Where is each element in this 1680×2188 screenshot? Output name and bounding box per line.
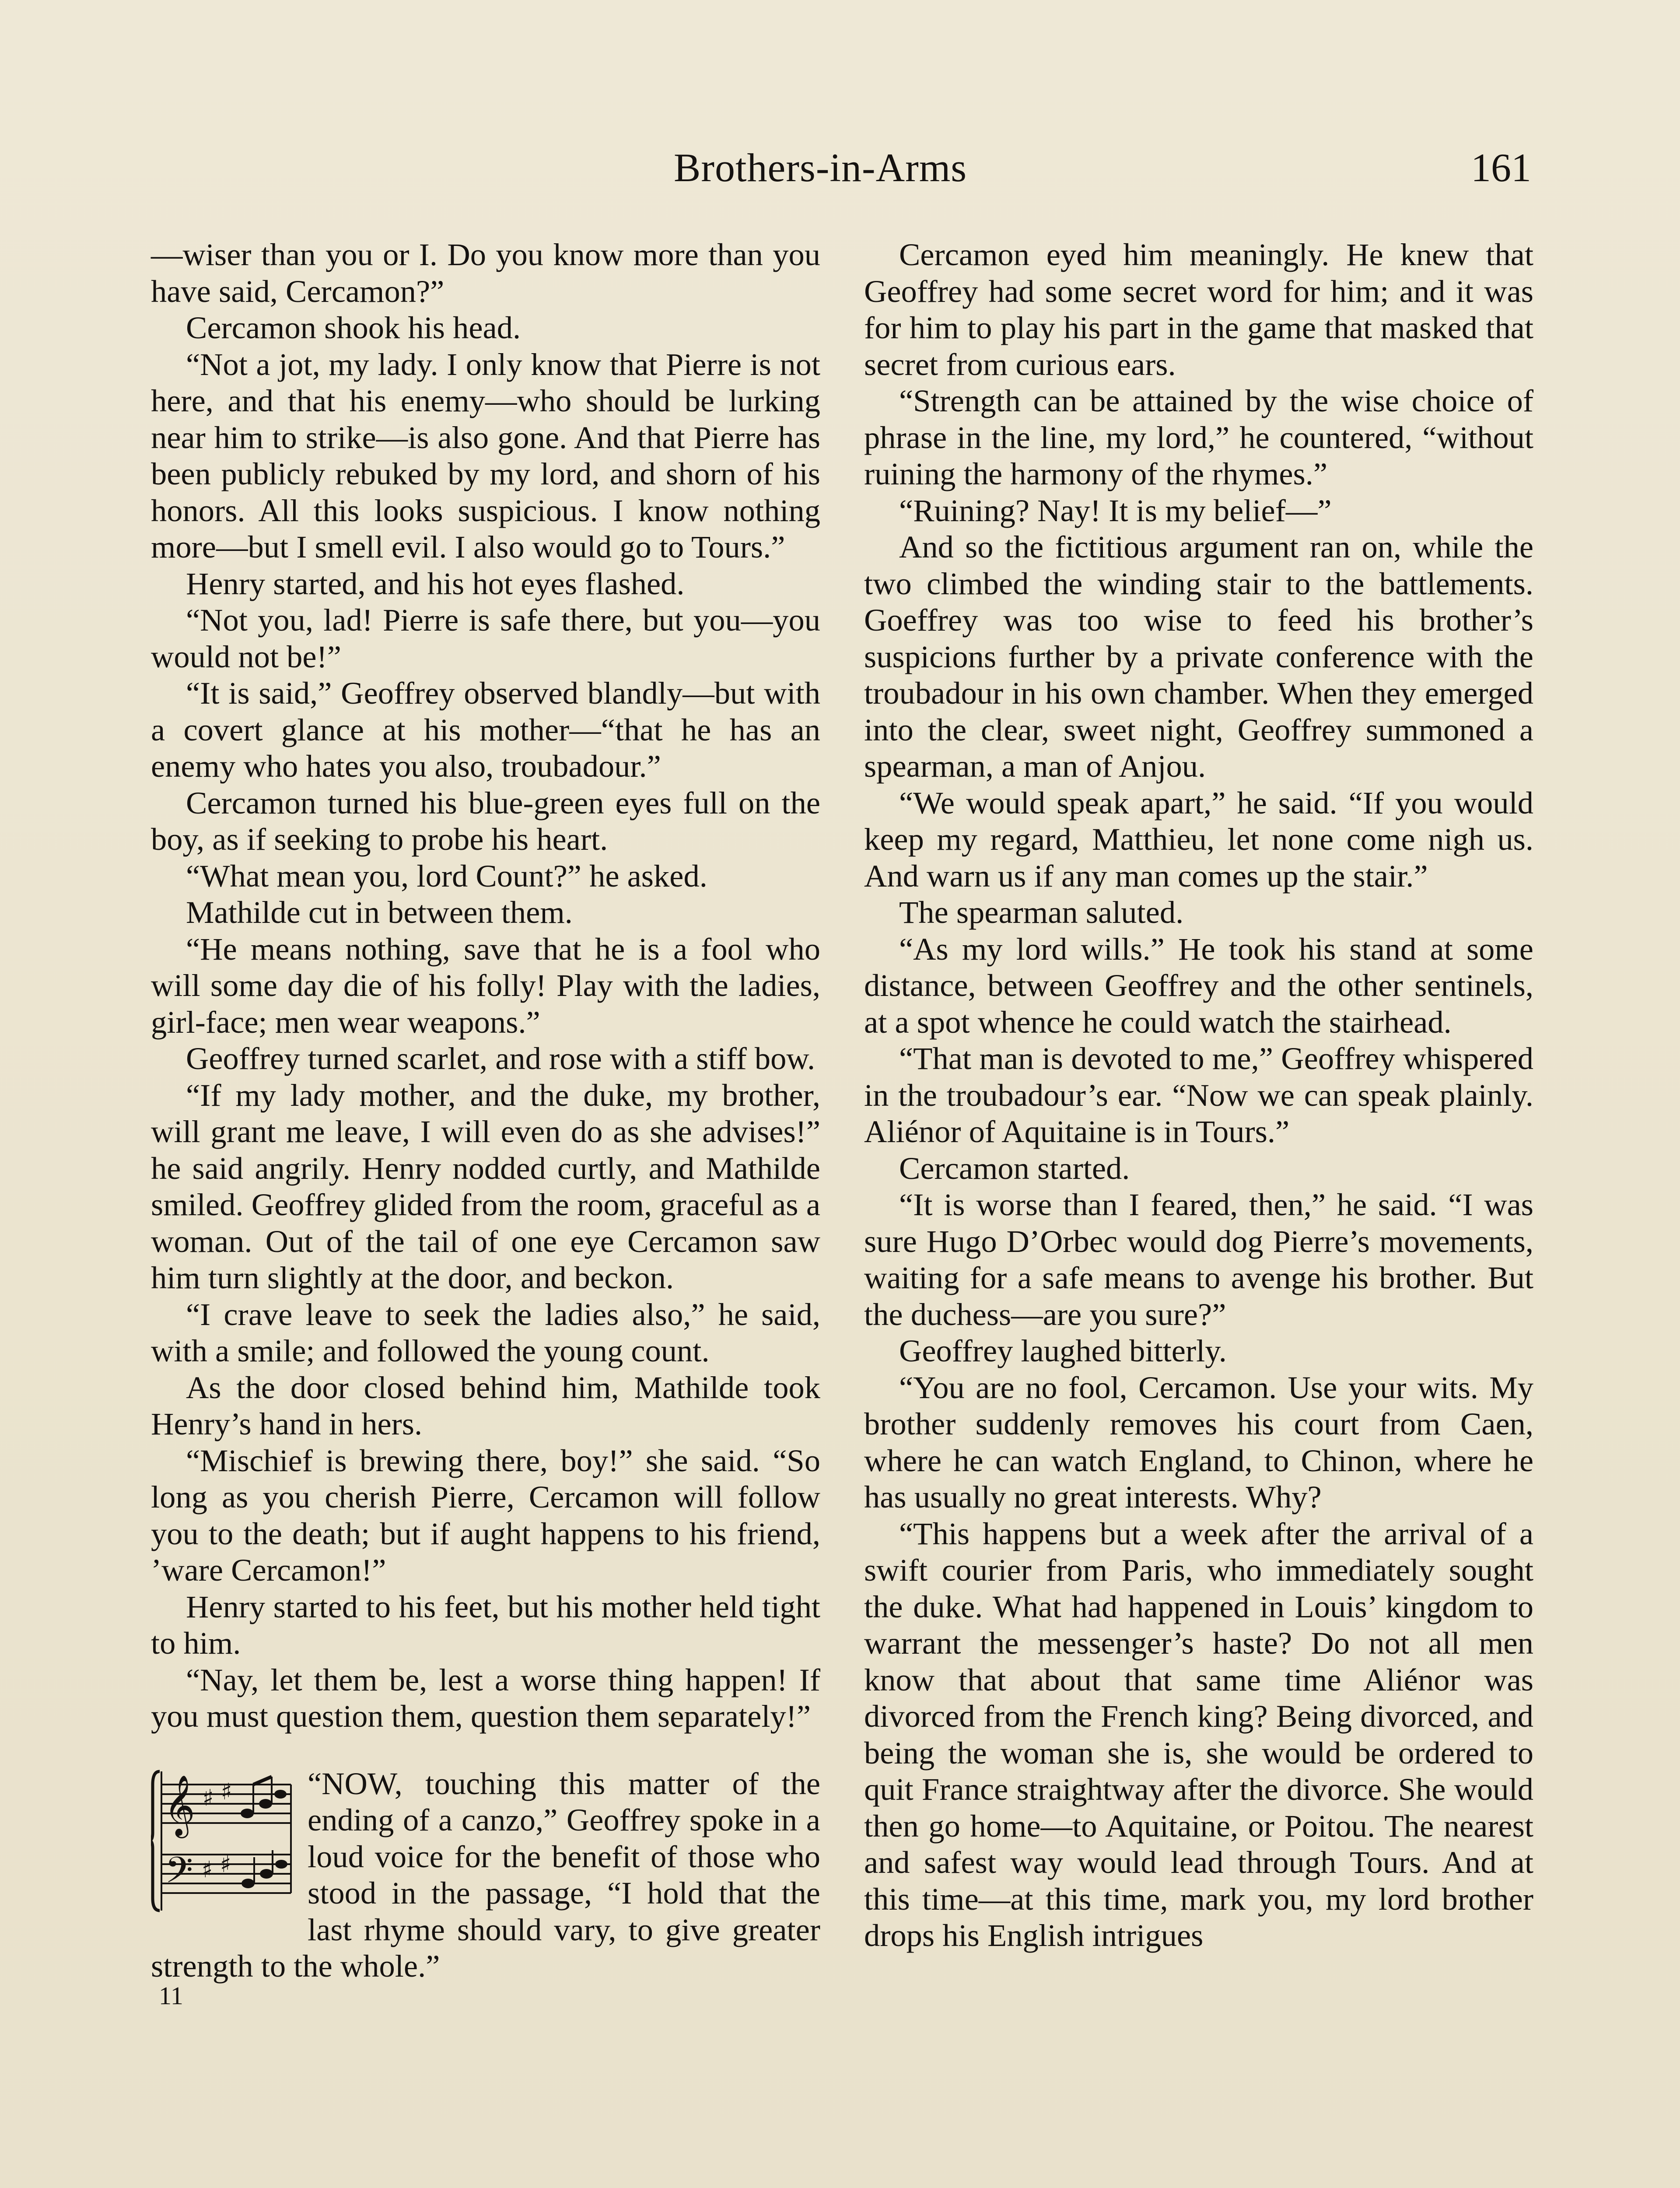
paragraph: “Mischief is brewing there, boy!” she said. “So long as you cherish Pierre, Cercamon will follow you to the death; but if aught happens to his friend, ’ware Cercamon!” (151, 1442, 820, 1588)
paragraph: “I crave leave to seek the ladies also,” he said, with a smile; and followed the young count. (151, 1296, 820, 1368)
section-break (151, 1735, 820, 1765)
paragraph: “Not a jot, my lady. I only know that Pierre is not here, and that his enemy—who should be lurking near him to strike—is also gone. And that Pierre has been publicly rebuked by my lord, and shorn of his honors. All this looks suspicious. I know nothing more—but I smell evil. I also would go to Tours.” (151, 346, 820, 565)
paragraph: “As my lord wills.” He took his stand at some distance, between Geoffrey and the other sentinels, at a spot whence he could watch the stairhead. (864, 931, 1533, 1040)
section-opening-paragraph: “NOW, touching this matter of the ending of a canzo,” Geoffrey spoke in a loud voice for the benefit of those who stood in the passage, “I hold that the last rhyme should vary, to give greater strength to the whole.” (151, 1765, 820, 1984)
paragraph: Cercamon started. (899, 1150, 1130, 1186)
paragraph: “What mean you, lord Count?” he asked. (186, 858, 707, 894)
paragraph: Cercamon shook his head. (186, 310, 521, 345)
svg-text:𝄞: 𝄞 (164, 1774, 195, 1836)
paragraph: —wiser than you or I. Do you know more than you have said, Cercamon?” (151, 237, 820, 309)
music-staff-icon (151, 1767, 295, 1914)
paragraph: “It is worse than I feared, then,” he said. “I was sure Hugo D’Orbec would dog Pierre’s movements, waiting for a safe means to avenge his brother. But the duchess—are you sure?” (864, 1187, 1533, 1332)
page-header (149, 144, 1531, 201)
paragraph: “If my lady mother, and the duke, my brother, will grant me leave, I will even do as she advises!” he said angrily. Henry nodded curtly, and Mathilde smiled. Geoffrey glided from the room, graceful as a woman. Out of the tail of one eye Cercamon saw him turn slightly at the door, and beckon. (151, 1077, 820, 1295)
paragraph: “You are no fool, Cercamon. Use your wits. My brother suddenly removes his court from Caen, where he can watch England, to Chinon, where he has usually no great interests. Why? (864, 1369, 1533, 1515)
paragraph: “Strength can be attained by the wise choice of phrase in the line, my lord,” he countered, “without ruining the harmony of the rhymes.” (864, 383, 1533, 491)
paragraph: Cercamon turned his blue-green eyes full on the boy, as if seeking to probe his heart. (151, 785, 820, 857)
paragraph: As the door closed behind him, Mathilde took Henry’s hand in hers. (151, 1369, 820, 1441)
svg-text:♯: ♯ (203, 1785, 214, 1811)
svg-text:𝄢: 𝄢 (165, 1848, 193, 1900)
svg-text:♯: ♯ (221, 1778, 232, 1805)
paragraph: The spearman saluted. (899, 894, 1184, 930)
paragraph: “That man is devoted to me,” Geoffrey whispered in the troubadour’s ear. “Now we can speak plainly. Aliénor of Aquitaine is in Tours.” (864, 1041, 1533, 1149)
paragraph: “He means nothing, save that he is a fool who will some day die of his folly! Play with the ladies, girl-face; men wear weapons.” (151, 931, 820, 1040)
paragraph: “It is said,” Geoffrey observed blandly—but with a covert glance at his mother—“that he has an enemy who hates you also, troubadour.” (151, 675, 820, 784)
paragraph: “Not you, lad! Pierre is safe there, but you—you would not be!” (151, 602, 820, 674)
paragraph: “This happens but a week after the arrival of a swift courier from Paris, who immediately sought the duke. What had happened in Louis’ kingdom to warrant the messenger’s haste? Do not all men know that about that same time Aliénor was divorced from the French king? Being divorced, and being the woman she is, she would be ordered to quit France straightway after the divorce. She would then go home—to Aquitaine, or Poitou. The nearest and safest way would lead through Tours. And at this time—at this time, mark you, my lord brother drops his English intrigues (864, 1515, 1533, 1953)
svg-text:♯: ♯ (202, 1856, 213, 1883)
paragraph: Mathilde cut in between them. (186, 894, 573, 930)
svg-text:♯: ♯ (220, 1851, 231, 1878)
paragraph: Geoffrey turned scarlet, and rose with a stiff bow. (186, 1041, 816, 1076)
paragraph: And so the fictitious argument ran on, while the two climbed the winding stair to the battlements. Goeffrey was too wise to feed his brother’s suspicions further by a private conference with the troubadour in his own chamber. When they emerged into the clear, sweet night, Geoffrey summoned a spearman, a man of Anjou. (864, 529, 1533, 784)
paragraph: “Nay, let them be, lest a worse thing happen! If you must question them, question them separately!” (151, 1662, 820, 1734)
paragraph: “We would speak apart,” he said. “If you would keep my regard, Matthieu, let none come nigh us. And warn us if any man comes up the stair.” (864, 785, 1533, 894)
signature-mark: 11 (159, 1981, 183, 2010)
paragraph: Henry started, and his hot eyes flashed. (186, 565, 685, 601)
running-title: Brothers-in-Arms (674, 145, 967, 190)
paragraph: Geoffrey laughed bitterly. (899, 1333, 1227, 1368)
paragraph: Cercamon eyed him meaningly. He knew that Geoffrey had some secret word for him; and it was for him to play his part in the game that masked that secret from curious ears. (864, 237, 1533, 382)
left-column (151, 236, 820, 2009)
right-column (864, 236, 1533, 1954)
paragraph: “Ruining? Nay! It is my belief—” (899, 492, 1332, 528)
paragraph: Henry started to his feet, but his mother held tight to him. (151, 1588, 820, 1661)
page-number: 161 (1471, 145, 1531, 190)
